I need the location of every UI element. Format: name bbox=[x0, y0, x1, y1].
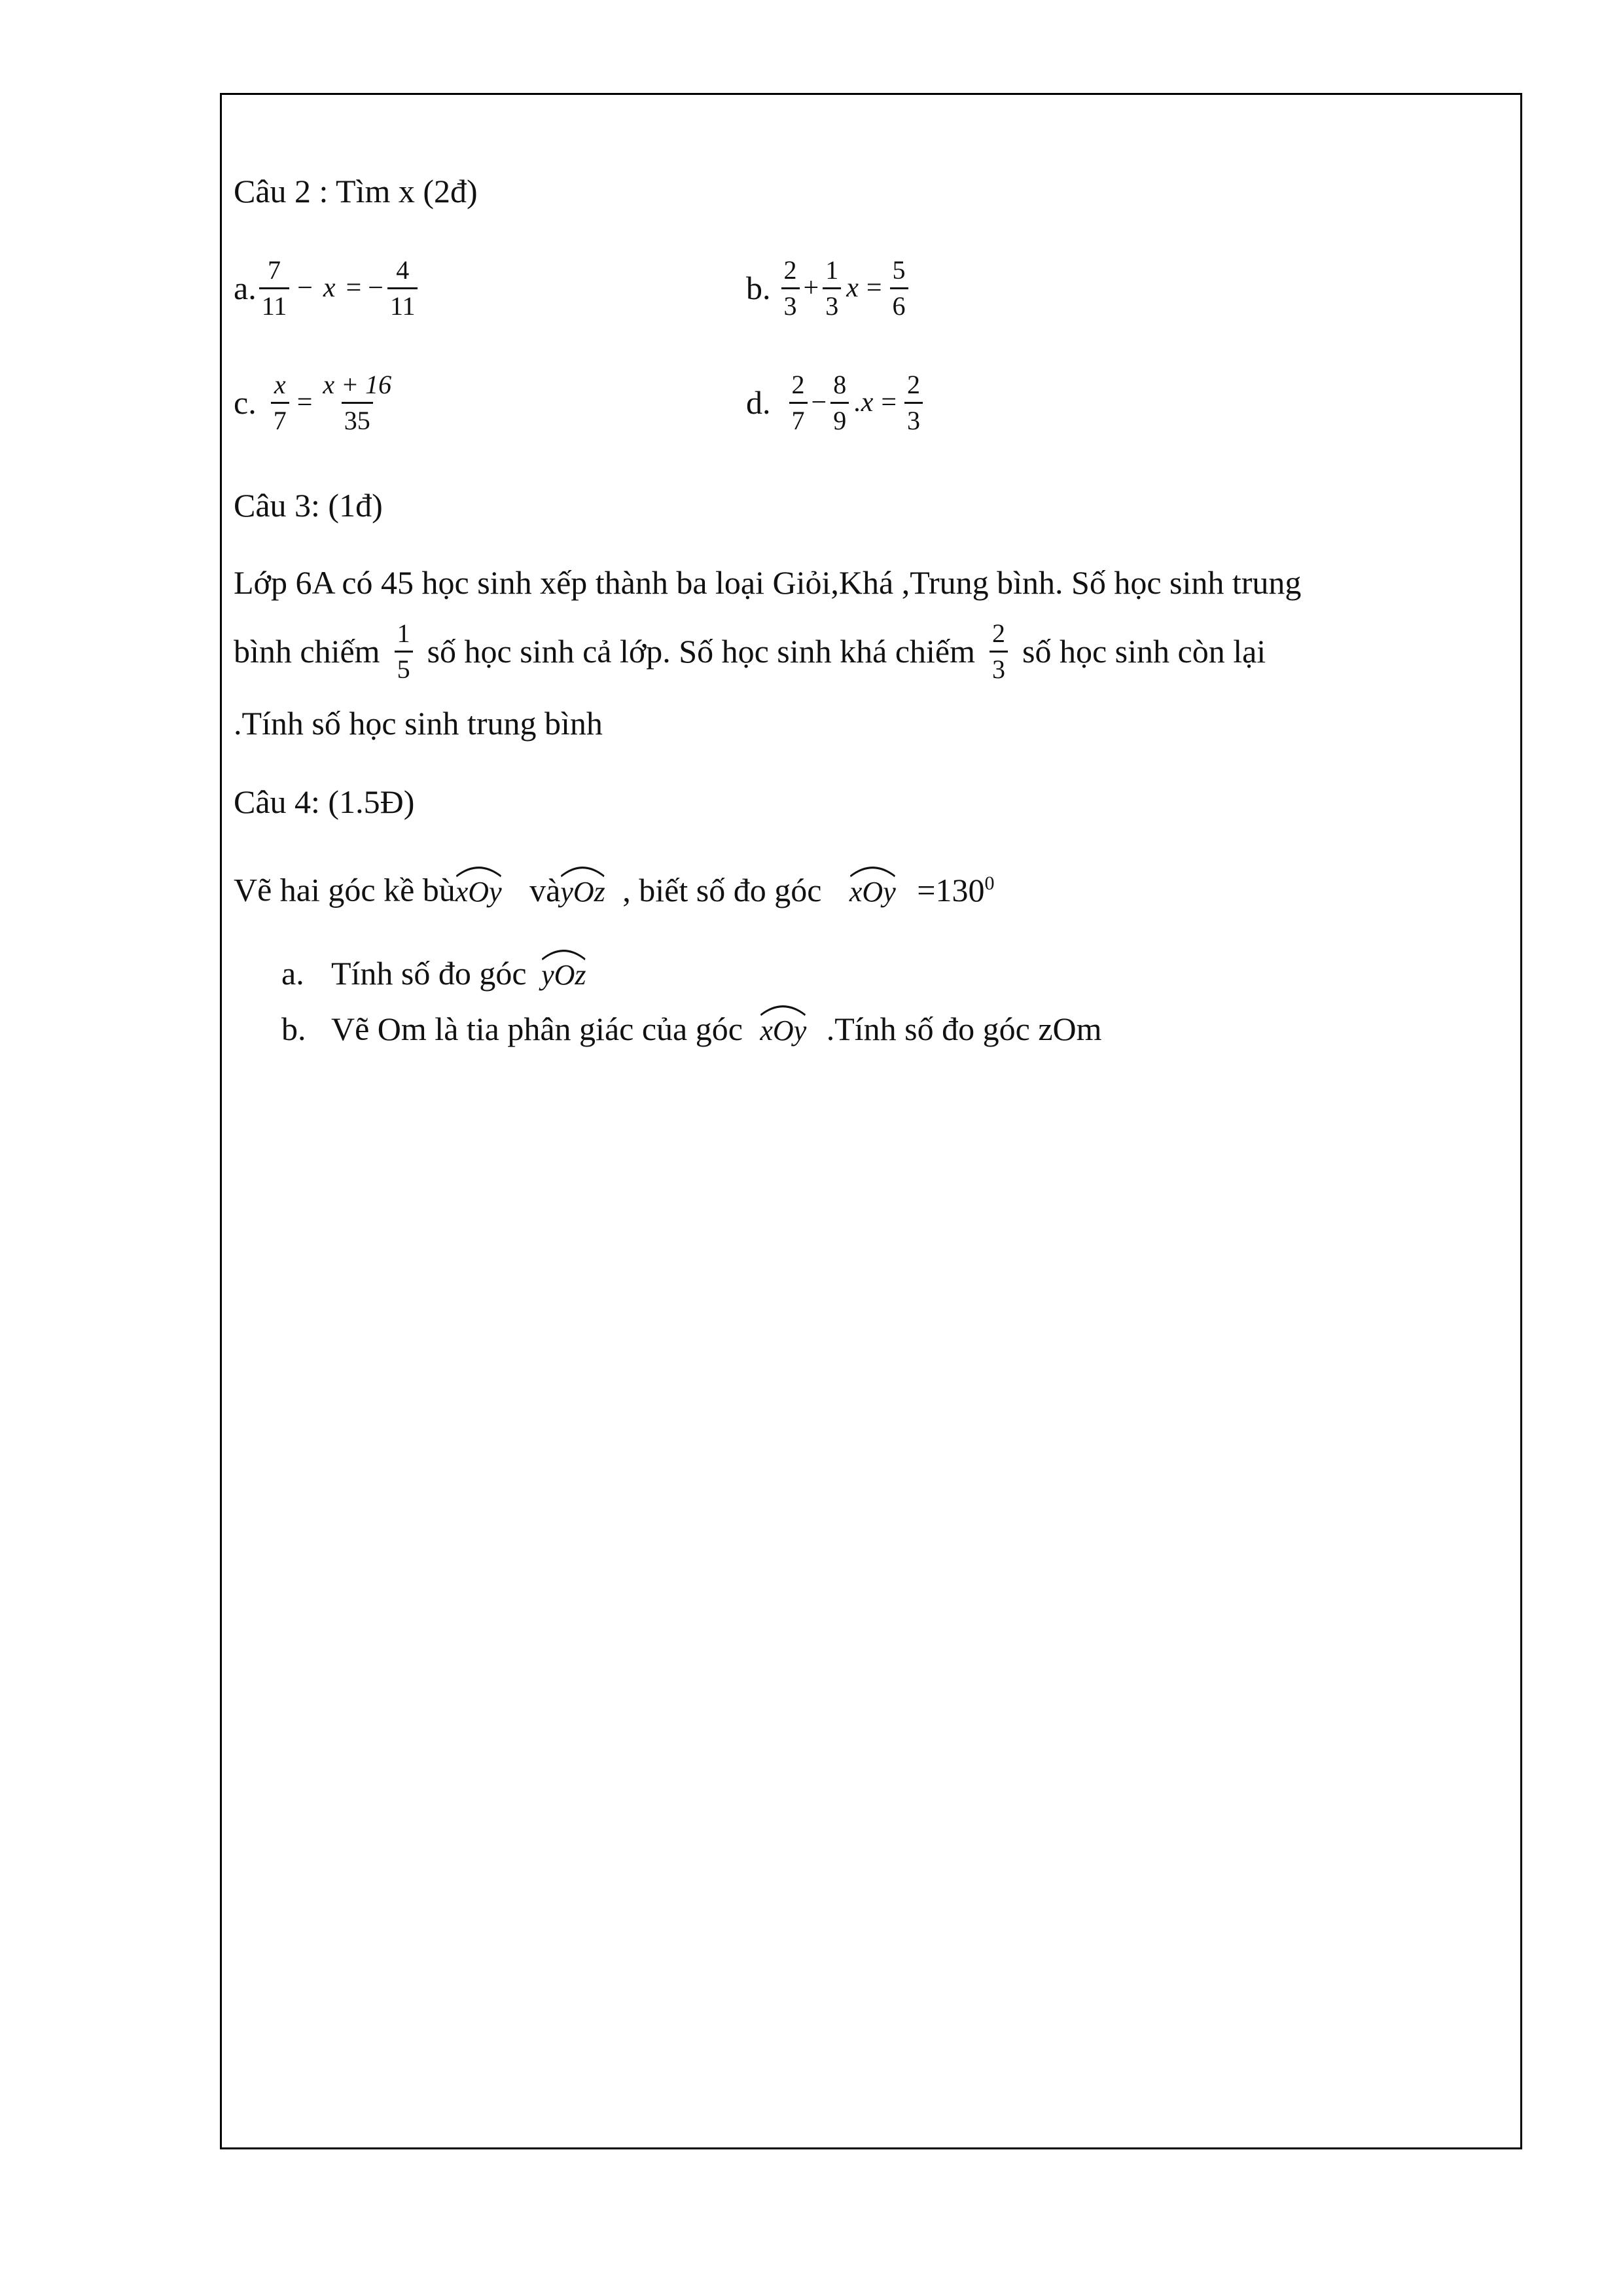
fraction: $\frac{x + 16}{35}$ bbox=[320, 368, 394, 438]
q4-intro-a: Vẽ hai góc kề bù bbox=[234, 871, 455, 908]
fraction: $\frac{7}{11}$ bbox=[259, 253, 290, 323]
q3-line-2-b: số học sinh cả lớp. Số học sinh khá chiếm bbox=[427, 633, 975, 670]
list-marker: a. bbox=[281, 955, 304, 992]
operator: + bbox=[803, 273, 819, 303]
list-marker: b. bbox=[281, 1011, 306, 1047]
q3-line-2-a: bình chiếm bbox=[234, 633, 380, 670]
operator: − bbox=[368, 273, 383, 303]
angle-xoy: xOy bbox=[455, 866, 502, 912]
q4-item-b-text-b: .Tính số đo góc zOm bbox=[826, 1011, 1102, 1047]
fraction: $\frac{5}{6}$ bbox=[890, 253, 908, 323]
operator: − bbox=[811, 387, 827, 418]
q4-intro bbox=[234, 864, 994, 912]
fraction: $\frac{1}{3}$ bbox=[823, 253, 841, 323]
fraction: $\frac{2}{7}$ bbox=[789, 368, 808, 438]
q3-line-1: Lớp 6A có 45 học sinh xếp thành ba loại Giỏi,Khá ,Trung bình. Số học sinh trung bbox=[234, 564, 1302, 601]
fraction: $\frac{8}{9}$ bbox=[830, 368, 849, 438]
operator: = bbox=[296, 387, 313, 418]
q4-item-b-text-a: Vẽ Om là tia phân giác của góc bbox=[331, 1011, 743, 1047]
q3-line-2 bbox=[234, 615, 1266, 687]
q4-intro-d: =130 bbox=[917, 871, 985, 908]
variable: x bbox=[846, 273, 859, 303]
variable: .x bbox=[854, 387, 874, 418]
q3-line-2-c: số học sinh còn lại bbox=[1022, 633, 1266, 670]
q3-heading: Câu 3: (1đ) bbox=[234, 487, 383, 524]
q2-c-label: c. bbox=[234, 384, 257, 421]
q2-d-label: d. bbox=[746, 384, 771, 421]
angle-xoy: xOy bbox=[849, 866, 896, 912]
q2-b-label: b. bbox=[746, 270, 771, 306]
operator: − bbox=[297, 273, 313, 303]
fraction: $\frac{2}{3}$ bbox=[990, 617, 1008, 687]
fraction: $\frac{1}{5}$ bbox=[395, 617, 413, 687]
fraction: $\frac{2}{3}$ bbox=[781, 253, 800, 323]
q4-item-a-text: Tính số đo góc bbox=[331, 955, 527, 992]
q2-eq-d bbox=[746, 367, 925, 439]
degree-mark: 0 bbox=[984, 872, 995, 894]
fraction: $\frac{4}{11}$ bbox=[387, 253, 418, 323]
operator: = bbox=[866, 273, 882, 303]
q2-eq-a bbox=[234, 252, 420, 324]
operator: = bbox=[346, 273, 362, 303]
fraction: $\frac{2}{3}$ bbox=[904, 368, 923, 438]
q4-intro-c: , biết số đo góc bbox=[622, 871, 822, 908]
angle-xoy: xOy bbox=[760, 1005, 806, 1050]
q4-heading: Câu 4: (1.5Đ) bbox=[234, 783, 415, 820]
q4-item-a bbox=[281, 949, 586, 995]
variable: x bbox=[323, 273, 336, 303]
fraction: $\frac{x}{7}$ bbox=[271, 368, 289, 438]
angle-yoz: yOz bbox=[541, 949, 586, 995]
q4-item-b bbox=[281, 1005, 1102, 1050]
angle-yoz: yOz bbox=[560, 866, 605, 912]
q2-heading: Câu 2 : Tìm x (2đ) bbox=[234, 173, 478, 209]
q4-intro-b: và bbox=[529, 871, 561, 908]
q2-eq-b bbox=[746, 252, 911, 324]
q3-line-3: .Tính số học sinh trung bình bbox=[234, 705, 603, 742]
operator: = bbox=[881, 387, 897, 418]
q2-a-label: a. bbox=[234, 270, 257, 306]
q2-eq-c bbox=[234, 367, 397, 439]
